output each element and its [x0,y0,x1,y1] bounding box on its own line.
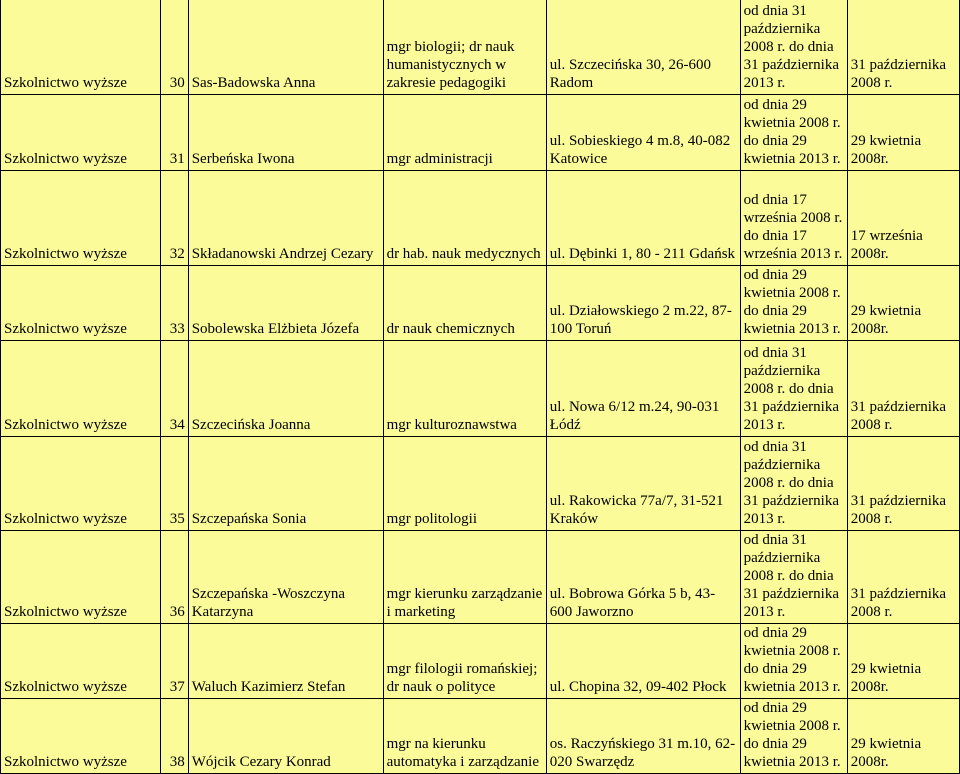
address-cell: ul. Nowa 6/12 m.24, 90-031 Łódź [546,341,740,437]
number-cell: 32 [161,171,189,266]
name-cell: Szczepańska Sonia [188,437,383,531]
title-cell: dr hab. nauk medycznych [383,171,546,266]
period-cell: od dnia 17 września 2008 r. do dnia 17 września 2013 r. [740,171,847,266]
title-cell: mgr na kierunku automatyka i zarządzanie [383,699,546,774]
category-cell: Szkolnictwo wyższe [1,531,161,624]
period-cell: od dnia 31 października 2008 r. do dnia 31 października 2013 r. [740,0,847,95]
date-cell: 17 września 2008r. [847,171,959,266]
name-cell: Szczepańska -Woszczyna Katarzyna [188,531,383,624]
category-cell: Szkolnictwo wyższe [1,699,161,774]
title-cell: mgr filologii romańskiej; dr nauk o polityce [383,624,546,699]
number-cell: 30 [161,0,189,95]
category-cell: Szkolnictwo wyższe [1,266,161,341]
table-row [1,341,960,437]
title-cell: dr nauk chemicznych [383,266,546,341]
address-cell: ul. Chopina 32, 09-402 Płock [546,624,740,699]
period-cell: od dnia 29 kwietnia 2008 r. do dnia 29 kwietnia 2013 r. [740,624,847,699]
date-cell: 31 października 2008 r. [847,437,959,531]
address-cell: ul. Dębinki 1, 80 - 211 Gdańsk [546,171,740,266]
date-cell: 29 kwietnia 2008r. [847,624,959,699]
number-cell: 35 [161,437,189,531]
period-cell: od dnia 31 października 2008 r. do dnia 31 października 2013 r. [740,341,847,437]
date-cell: 29 kwietnia 2008r. [847,266,959,341]
category-cell: Szkolnictwo wyższe [1,624,161,699]
title-cell: mgr kulturoznawstwa [383,341,546,437]
date-cell: 29 kwietnia 2008r. [847,699,959,774]
table-row [1,437,960,531]
number-cell: 36 [161,531,189,624]
table-row [1,699,960,774]
period-cell: od dnia 29 kwietnia 2008 r. do dnia 29 kwietnia 2013 r. [740,266,847,341]
period-cell: od dnia 31 października 2008 r. do dnia 31 października 2013 r. [740,531,847,624]
category-cell: Szkolnictwo wyższe [1,0,161,95]
title-cell: mgr biologii; dr nauk humanistycznych w zakresie pedagogiki [383,0,546,95]
address-cell: ul. Sobieskiego 4 m.8, 40-082 Katowice [546,95,740,171]
title-cell: mgr politologii [383,437,546,531]
table-row [1,0,960,95]
name-cell: Sas-Badowska Anna [188,0,383,95]
category-cell: Szkolnictwo wyższe [1,171,161,266]
address-cell: ul. Bobrowa Górka 5 b, 43-600 Jaworzno [546,531,740,624]
date-cell: 29 kwietnia 2008r. [847,95,959,171]
category-cell: Szkolnictwo wyższe [1,95,161,171]
table-row [1,266,960,341]
name-cell: Szczecińska Joanna [188,341,383,437]
address-cell: ul. Rakowicka 77a/7, 31-521 Kraków [546,437,740,531]
name-cell: Składanowski Andrzej Cezary [188,171,383,266]
address-cell: ul. Działowskiego 2 m.22, 87-100 Toruń [546,266,740,341]
date-cell: 31 października 2008 r. [847,0,959,95]
title-cell: mgr administracji [383,95,546,171]
number-cell: 34 [161,341,189,437]
name-cell: Serbeńska Iwona [188,95,383,171]
address-cell: ul. Szczecińska 30, 26-600 Radom [546,0,740,95]
category-cell: Szkolnictwo wyższe [1,437,161,531]
title-cell: mgr kierunku zarządzanie i marketing [383,531,546,624]
number-cell: 38 [161,699,189,774]
number-cell: 31 [161,95,189,171]
number-cell: 33 [161,266,189,341]
name-cell: Waluch Kazimierz Stefan [188,624,383,699]
table-row [1,624,960,699]
period-cell: od dnia 31 października 2008 r. do dnia 31 października 2013 r. [740,437,847,531]
name-cell: Wójcik Cezary Konrad [188,699,383,774]
category-cell: Szkolnictwo wyższe [1,341,161,437]
date-cell: 31 października 2008 r. [847,531,959,624]
period-cell: od dnia 29 kwietnia 2008 r. do dnia 29 kwietnia 2013 r. [740,699,847,774]
address-cell: os. Raczyńskiego 31 m.10, 62-020 Swarzędz [546,699,740,774]
number-cell: 37 [161,624,189,699]
table-row [1,171,960,266]
table-row [1,95,960,171]
name-cell: Sobolewska Elżbieta Józefa [188,266,383,341]
date-cell: 31 października 2008 r. [847,341,959,437]
period-cell: od dnia 29 kwietnia 2008 r. do dnia 29 kwietnia 2013 r. [740,95,847,171]
table-row [1,531,960,624]
